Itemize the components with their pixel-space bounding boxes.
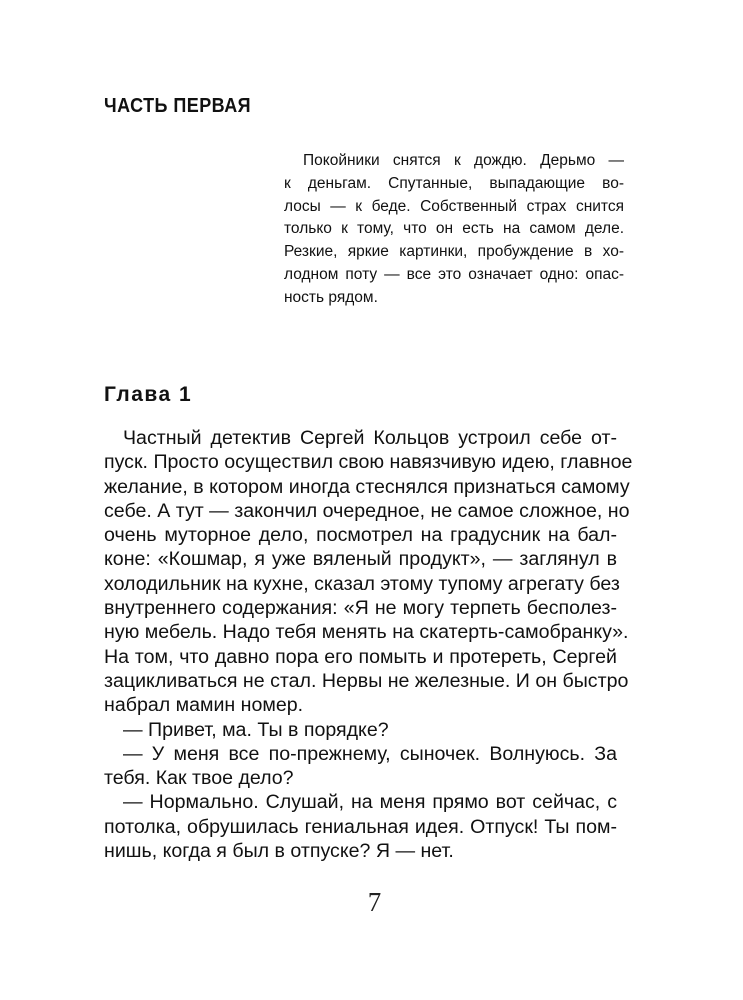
body-line: тебя. Как твое дело?: [104, 767, 294, 790]
body-line: набрал мамин номер.: [104, 694, 304, 717]
body-line: очень муторное дело, посмотрел на градусник на бал-: [104, 524, 617, 547]
body-line: — Привет, ма. Ты в порядке?: [123, 718, 389, 741]
body-line: коне: «Кошмар, я уже вяленый продукт», — заглянул в: [104, 548, 617, 571]
epigraph-line: Резкие, яркие картинки, пробуждение в хо-: [284, 243, 624, 261]
page-number-value: 7: [367, 887, 382, 917]
epigraph-line: ность рядом.: [284, 288, 378, 306]
epigraph-line: к деньгам. Спутанные, выпадающие во-: [284, 174, 624, 192]
epigraph-line: лодном поту — все это означает одно: опас-: [284, 265, 624, 283]
epigraph: [284, 150, 624, 310]
body-line: Частный детектив Сергей Кольцов устроил себе от-: [123, 427, 617, 449]
body-line: внутреннего содержания: «Я не могу терпеть бесполез-: [104, 597, 617, 620]
body-line: пуск. Просто осуществил свою навязчивую идею, главное: [104, 451, 633, 474]
body-line: — У меня все по-прежнему, сыночек. Волнуюсь. За: [123, 742, 617, 765]
body-line: ную мебель. Надо тебя менять на скатерть-самобранку».: [104, 621, 629, 644]
body-line: На том, что давно пора его помыть и протереть, Сергей: [104, 645, 617, 668]
page-number: [0, 887, 743, 918]
epigraph-line: только к тому, что он есть на самом деле.: [284, 220, 624, 238]
body-line: холодильник на кухне, сказал этому тупому агрегату без: [104, 572, 620, 595]
body-line: желание, в котором иногда стеснялся признаться самому: [104, 475, 630, 498]
body-line: себе. А тут — закончил очередное, не самое сложное, но: [104, 499, 630, 522]
epigraph-line: лосы — к беде. Собственный страх снится: [284, 197, 624, 215]
chapter-title: Глава 1: [104, 383, 193, 406]
body-line: — Нормально. Слушай, на меня прямо вот сейчас, с: [123, 791, 617, 814]
body-line: зацикливаться не стал. Нервы не железные. И он быстро: [104, 669, 629, 692]
chapter-body: [104, 426, 633, 863]
body-line: потолка, обрушилась гениальная идея. Отпуск! Ты пом-: [104, 815, 617, 838]
body-line: нишь, когда я был в отпуске? Я — нет.: [104, 840, 454, 863]
part-title: ЧАСТЬ ПЕРВАЯ: [104, 95, 252, 117]
epigraph-line: Покойники снятся к дождю. Дерьмо —: [303, 152, 624, 169]
